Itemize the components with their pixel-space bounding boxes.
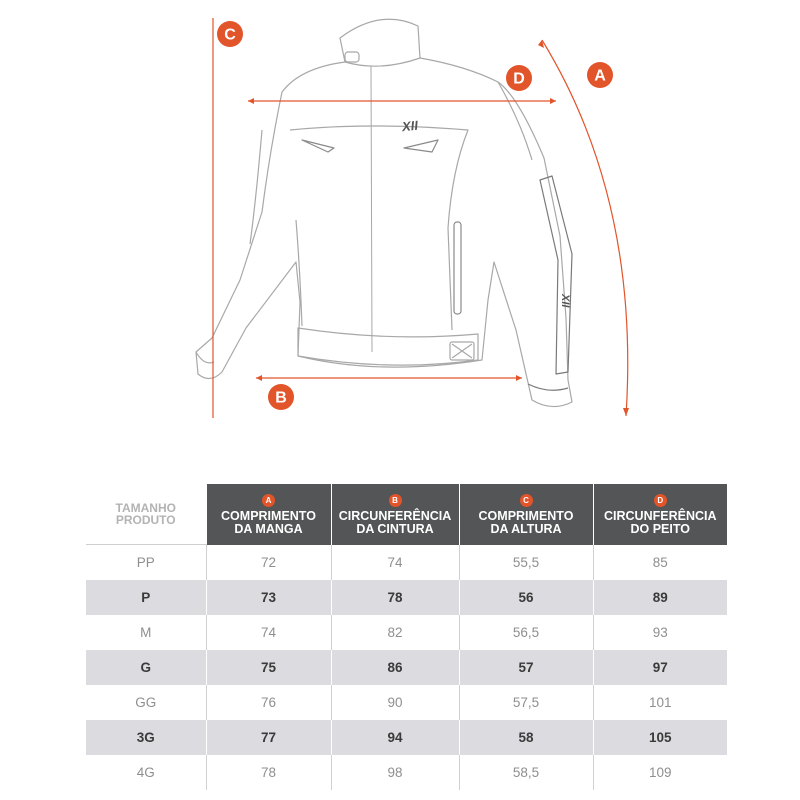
peito-cell: 85 <box>593 545 727 581</box>
manga-cell: 74 <box>206 615 331 650</box>
size-header-line2: PRODUTO <box>115 513 176 527</box>
table-row <box>86 685 727 720</box>
guide-a-arc <box>542 40 628 416</box>
column-header-line1: COMPRIMENTO <box>221 508 316 523</box>
cintura-cell: 94 <box>331 720 459 755</box>
column-header-line2: DA ALTURA <box>490 521 562 536</box>
table-row <box>86 580 727 615</box>
badge-d-icon: D <box>654 494 667 507</box>
manga-cell: 75 <box>206 650 331 685</box>
marker-b <box>268 384 294 410</box>
column-header-line2: DO PEITO <box>630 521 690 536</box>
altura-cell: 57 <box>459 650 593 685</box>
altura-cell: 55,5 <box>459 545 593 581</box>
size-table <box>86 484 727 790</box>
svg-text:D: D <box>513 70 525 88</box>
cintura-cell: 74 <box>331 545 459 581</box>
manga-cell: 78 <box>206 755 331 790</box>
manga-cell: 73 <box>206 580 331 615</box>
marker-a <box>587 62 613 88</box>
column-header-line1: CIRCUNFERÊNCIA <box>338 508 452 523</box>
table-row <box>86 755 727 790</box>
peito-cell: 105 <box>593 720 727 755</box>
size-column-header <box>86 484 206 545</box>
svg-text:C: C <box>224 26 236 44</box>
peito-cell: 89 <box>593 580 727 615</box>
table-header-row <box>86 484 727 545</box>
column-header-circunferencia-peito <box>593 484 727 545</box>
sleeve-logo: XII <box>559 294 571 308</box>
size-cell: GG <box>86 685 206 720</box>
column-header-line1: CIRCUNFERÊNCIA <box>604 508 717 523</box>
column-header-line2: DA MANGA <box>234 521 303 536</box>
marker-d <box>506 65 532 91</box>
badge-a-icon: A <box>262 494 275 507</box>
column-header-line1: COMPRIMENTO <box>478 508 574 523</box>
altura-cell: 57,5 <box>459 685 593 720</box>
size-header-line1: TAMANHO <box>115 501 176 515</box>
cintura-cell: 98 <box>331 755 459 790</box>
peito-cell: 93 <box>593 615 727 650</box>
manga-cell: 72 <box>206 545 331 581</box>
badge-c-icon: C <box>520 494 533 507</box>
size-cell: 3G <box>86 720 206 755</box>
size-cell: P <box>86 580 206 615</box>
peito-cell: 101 <box>593 685 727 720</box>
cintura-cell: 82 <box>331 615 459 650</box>
svg-text:B: B <box>275 389 287 407</box>
table-row <box>86 615 727 650</box>
column-header-circunferencia-cintura <box>331 484 459 545</box>
altura-cell: 56,5 <box>459 615 593 650</box>
manga-cell: 76 <box>206 685 331 720</box>
cintura-cell: 86 <box>331 650 459 685</box>
peito-cell: 109 <box>593 755 727 790</box>
badge-b-icon: B <box>389 494 402 507</box>
table-row <box>86 650 727 685</box>
marker-c <box>217 21 243 47</box>
column-header-comprimento-manga <box>206 484 331 545</box>
altura-cell: 56 <box>459 580 593 615</box>
table-row <box>86 545 727 581</box>
svg-text:A: A <box>594 67 606 85</box>
size-cell: PP <box>86 545 206 581</box>
cintura-cell: 78 <box>331 580 459 615</box>
manga-cell: 77 <box>206 720 331 755</box>
column-header-line2: DA CINTURA <box>356 521 434 536</box>
altura-cell: 58 <box>459 720 593 755</box>
altura-cell: 58,5 <box>459 755 593 790</box>
column-header-comprimento-altura <box>459 484 593 545</box>
size-cell: M <box>86 615 206 650</box>
size-cell: G <box>86 650 206 685</box>
table-row <box>86 720 727 755</box>
peito-cell: 97 <box>593 650 727 685</box>
chest-logo: XII <box>401 117 419 135</box>
size-cell: 4G <box>86 755 206 790</box>
measurement-guides <box>213 18 629 418</box>
cintura-cell: 90 <box>331 685 459 720</box>
